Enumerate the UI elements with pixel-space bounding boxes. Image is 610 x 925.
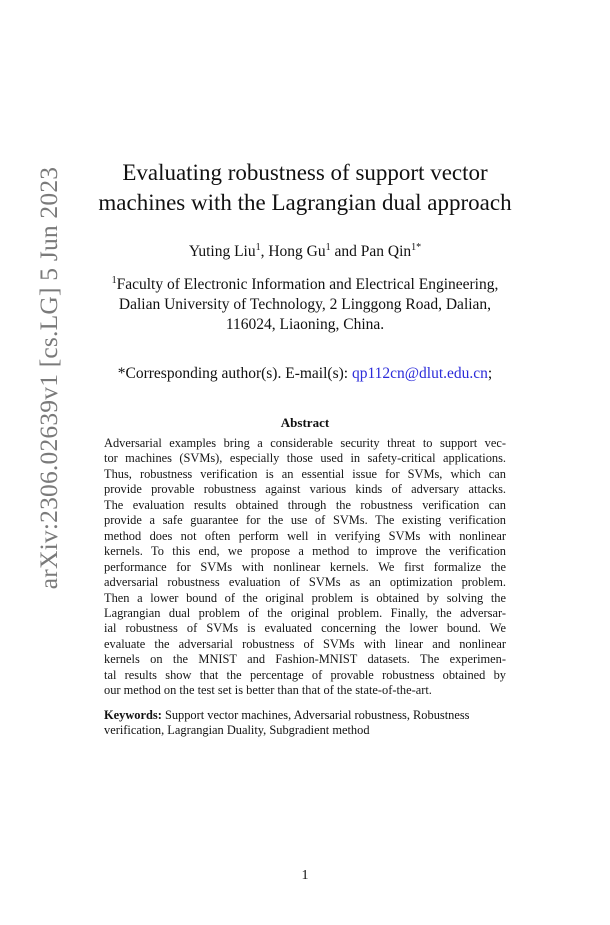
abstract-line: evaluate the adversarial robustness of SVMs with linear and nonlinear <box>104 636 506 651</box>
author-list <box>60 242 550 261</box>
abstract-line: provide provable robustness against various kinds of adversary attacks. <box>104 482 506 497</box>
keywords-text: Support vector machines, Adversarial robustness, Robustness <box>164 708 470 722</box>
abstract-line: ial robustness of SVMs is evaluated concerning the lower bound. We <box>104 621 506 636</box>
corresponding-suffix: ; <box>487 365 493 382</box>
abstract-line: The evaluation results obtained through the robustness verification can <box>104 497 506 512</box>
author-separator: , <box>260 243 269 261</box>
abstract-line: method does not often perform well in verifying SVMs with nonlinear <box>104 528 506 543</box>
abstract-line: Then a lower bound of the original problem is obtained by solving the <box>104 590 506 605</box>
keywords-line: verification, Lagrangian Duality, Subgradient method <box>104 723 370 738</box>
author-affiliation-mark: 1* <box>411 242 422 253</box>
abstract-line: kernels on the MNIST and Fashion-MNIST datasets. The experimen- <box>104 652 506 667</box>
keywords-line <box>104 708 506 723</box>
author-name: Yuting Liu <box>188 243 256 261</box>
page-number: 1 <box>301 868 309 883</box>
email-link[interactable]: qp112cn@dlut.edu.cn <box>351 365 488 382</box>
abstract-body <box>104 436 506 699</box>
title-line: Evaluating robustness of support vector <box>122 160 488 185</box>
author-name: Hong Gu <box>268 243 326 261</box>
affiliation-text: Faculty of Electronic Information and Electrical Engineering, <box>116 276 499 294</box>
author-separator: and <box>330 243 361 261</box>
abstract-line: tal results show that the percentage of provable robustness obtained by <box>104 667 506 682</box>
abstract-line: provide a safe guarantee for the use of SVMs. The existing verification <box>104 513 506 528</box>
abstract-line: adversarial robustness evaluation of SVMs as an optimization problem. <box>104 575 506 590</box>
author-affiliation-mark: 1 <box>255 242 261 253</box>
affiliation-line: 116024, Liaoning, China. <box>225 316 385 334</box>
abstract-line: our method on the test set is better than that of the state-of-the-art. <box>104 683 432 698</box>
corresponding-author <box>60 365 550 383</box>
title-line: machines with the Lagrangian dual approach <box>98 190 512 215</box>
abstract-line: kernels. To this end, we propose a method to improve the verification <box>104 544 506 559</box>
abstract-heading: Abstract <box>280 415 330 430</box>
abstract-line: Thus, robustness verification is an essential issue for SVMs, which can <box>104 466 506 481</box>
keywords <box>104 708 506 739</box>
author-affiliation-mark: 1 <box>325 242 331 253</box>
abstract-line: tor machines (SVMs), especially those used in safety-critical applications. <box>104 451 506 466</box>
abstract-line: Adversarial examples bring a considerable security threat to support vec- <box>104 436 506 450</box>
affiliation-line: Dalian University of Technology, 2 Linggong Road, Dalian, <box>118 296 492 314</box>
arxiv-identifier-stamp: arXiv:2306.02639v1 [cs.LG] 5 Jun 2023 <box>34 166 63 590</box>
affiliation-mark: 1 <box>111 275 117 286</box>
keywords-label: Keywords: <box>104 708 162 722</box>
corresponding-label: *Corresponding author(s). E-mail(s): <box>117 365 352 382</box>
affiliation-line <box>60 271 550 295</box>
paper-title <box>60 158 550 218</box>
abstract-line: Lagrangian dual problem of the original problem. Finally, the adversar- <box>104 605 506 620</box>
abstract-line: performance for SVMs with nonlinear kernels. We first formalize the <box>104 559 506 574</box>
author-name: Pan Qin <box>360 243 412 261</box>
affiliation <box>60 271 550 335</box>
